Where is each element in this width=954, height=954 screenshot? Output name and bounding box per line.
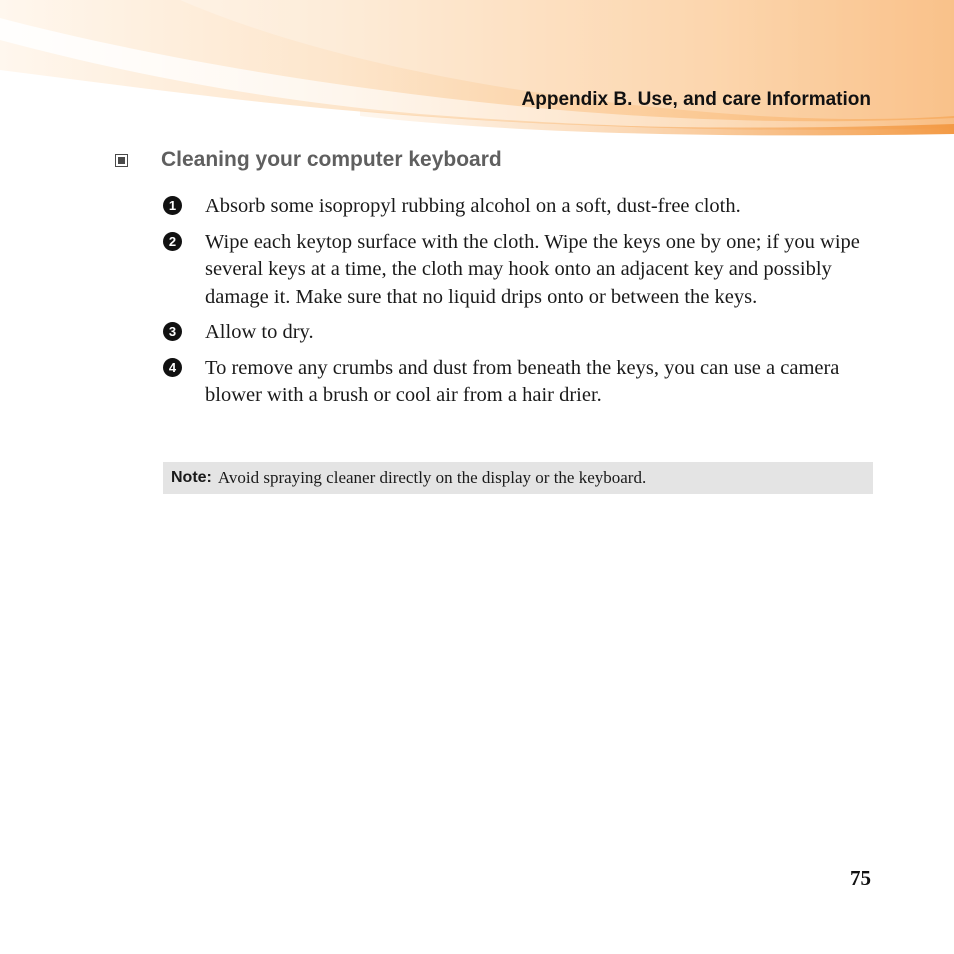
note-label: Note: — [171, 469, 212, 486]
header-decorative-band — [0, 0, 954, 140]
section-heading — [115, 148, 875, 172]
step-number-icon: 1 — [163, 196, 182, 215]
step-text: Wipe each keytop surface with the cloth. Wipe the keys one by one; if you wipe several keys at a time, the cloth may hook onto an adjacent key and possibly damage it. Make sure that no liquid drips onto or between the keys. — [205, 230, 860, 308]
steps-list — [163, 193, 873, 410]
list-item — [163, 229, 873, 312]
note-box — [163, 462, 873, 494]
running-header-title: Appendix B. Use, and care Information — [521, 89, 871, 110]
keyboard-cleaning-section — [115, 148, 875, 418]
step-number-icon: 2 — [163, 232, 182, 251]
step-number-icon: 4 — [163, 358, 182, 377]
note-text: Avoid spraying cleaner directly on the display or the keyboard. — [217, 468, 647, 487]
list-item — [163, 319, 873, 347]
list-item — [163, 193, 873, 221]
list-item — [163, 355, 873, 410]
page-number: 75 — [850, 866, 871, 890]
section-heading-text: Cleaning your computer keyboard — [161, 148, 502, 171]
step-text: Allow to dry. — [205, 321, 314, 343]
step-text: To remove any crumbs and dust from beneath the keys, you can use a camera blower with a brush or cool air from a hair drier. — [205, 356, 840, 406]
square-bullet-icon — [115, 154, 128, 167]
step-number-icon: 3 — [163, 322, 182, 341]
step-text: Absorb some isopropyl rubbing alcohol on a soft, dust-free cloth. — [205, 195, 741, 217]
